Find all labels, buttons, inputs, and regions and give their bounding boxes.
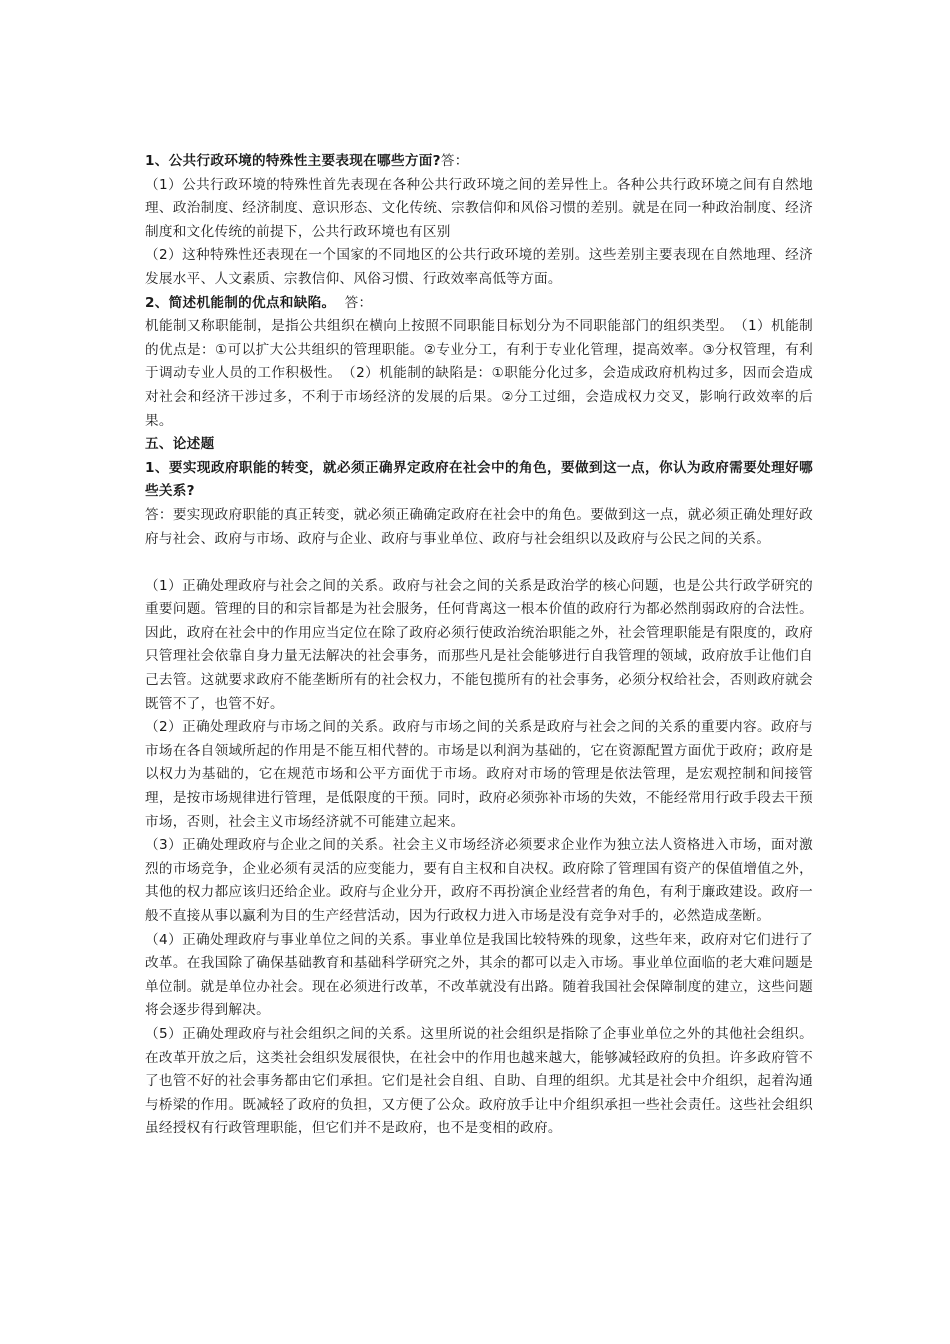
section-title: 五、论述题 xyxy=(145,436,215,453)
essay-paragraph-2: （2）正确处理政府与市场之间的关系。政府与市场之间的关系是政府与社会之间的关系的重要内容。政府与市场在各自领域所起的作用是不能互相代替的。市场是以利润为基础的，它在资源配置方面优于政府；政府是以权力为基础的，它在规范市场和公平方面优于市场。政府对市场的管理是依法管理，是宏观控制和间接管理，是按市场规律进行管理，是低限度的干预。同时，政府必须弥补市场的失效，不能经常用行政手段去干预市场，否则，社会主义市场经济就不可能建立起来。 xyxy=(145,719,813,830)
essay-question-title: 1、要实现政府职能的转变，就必须正确界定政府在社会中的角色，要做到这一点，你认为政府需要处理好哪些关系? xyxy=(145,459,813,500)
question-1-answer-label: 答： xyxy=(440,153,469,169)
question-1-paragraph-2: （2）这种特殊性还表现在一个国家的不同地区的公共行政环境的差别。这些差别主要表现在自然地理、经济发展水平、人文素质、宗教信仰、风俗习惯、行政效率高低等方面。 xyxy=(145,247,813,287)
essay-paragraph-4: （4）正确处理政府与事业单位之间的关系。事业单位是我国比较特殊的现象，这些年来，政府对它们进行了改革。在我国除了确保基础教育和基础科学研究之外，其余的都可以走入市场。事业单位面临的老大难问题是单位制。就是单位办社会。现在必须进行改革，不改革就没有出路。随着我国社会保障制度的建立，这些问题将会逐步得到解决。 xyxy=(145,931,813,1019)
question-1-paragraph-1: （1）公共行政环境的特殊性首先表现在各种公共行政环境之间的差异性上。各种公共行政环境之间有自然地理、政治制度、经济制度、意识形态、文化传统、宗教信仰和风俗习惯的差别。就是在同一种政治制度、经济制度和文化传统的前提下，公共行政环境也有区别 xyxy=(145,176,813,240)
essay-paragraph-1: （1）正确处理政府与社会之间的关系。政府与社会之间的关系是政治学的核心问题，也是公共行政学研究的重要问题。管理的目的和宗旨都是为社会服务，任何背离这一根本价值的政府行为都必然削弱政府的合法性。因此，政府在社会中的作用应当定位在除了政府必须行使政治统治职能之外，社会管理职能是有限度的，政府只管理社会依靠自身力量无法解决的社会事务，而那些凡是社会能够进行自我管理的领域，政府放手让他们自己去管。这就要求政府不能垄断所有的社会权力，不能包揽所有的社会事务，必须分权给社会，否则政府就会既管不了，也管不好。 xyxy=(145,577,813,712)
question-2-paragraph-1: 机能制又称职能制，是指公共组织在横向上按照不同职能目标划分为不同职能部门的组织类型。 （1）机能制的优点是：①可以扩大公共组织的管理职能。②专业分工，有利于专业化管理，提高效率。③分权管理，有利于调动专业人员的工作积极性。 （2）机能制的缺陷是：①职能分化过多，会造成政府机构过多，因而会造成对社会和经济干涉过多，不利于市场经济的发展的后果。②分工过细，会造成权力交叉，影响行政效率的后果。 xyxy=(145,318,813,429)
document-page xyxy=(145,150,813,1141)
question-1-heading xyxy=(145,150,813,174)
question-1-title: 1、公共行政环境的特殊性主要表现在哪些方面? xyxy=(145,153,441,169)
essay-paragraph-5: （5）正确处理政府与社会组织之间的关系。这里所说的社会组织是指除了企事业单位之外的其他社会组织。在改革开放之后，这类社会组织发展很快，在社会中的作用也越来越大，能够减轻政府的负担。许多政府管不了也管不好的社会事务都由它们承担。它们是社会自组、自助、自理的组织。尤其是社会中介组织，起着沟通与桥梁的作用。既减轻了政府的负担，又方便了公众。政府放手让中介组织承担一些社会责任。这些社会组织虽经授权有行政管理职能，但它们并不是政府，也不是变相的政府。 xyxy=(145,1025,813,1137)
question-2-heading xyxy=(145,292,813,316)
essay-paragraph-3: （3）正确处理政府与企业之间的关系。社会主义市场经济必须要求企业作为独立法人资格进入市场，面对激烈的市场竞争，企业必须有灵活的应变能力，要有自主权和自决权。政府除了管理国有资产的保值增值之外，其他的权力都应该归还给企业。政府与企业分开，政府不再扮演企业经营者的角色，有利于廉政建设。政府一般不直接从事以赢利为目的生产经营活动，因为行政权力进入市场是没有竞争对手的，必然造成垄断。 xyxy=(145,837,813,924)
question-2-title: 2、简述机能制的优点和缺陷。 xyxy=(145,294,336,311)
essay-intro: 答：要实现政府职能的真正转变，就必须正确确定政府在社会中的角色。要做到这一点，就必须正确处理好政府与社会、政府与市场、政府与企业、政府与事业单位、政府与社会组织以及政府与公民之间的关系。 xyxy=(145,506,813,547)
paragraph-gap xyxy=(145,551,813,575)
question-2-answer-label: 答： xyxy=(344,294,373,311)
